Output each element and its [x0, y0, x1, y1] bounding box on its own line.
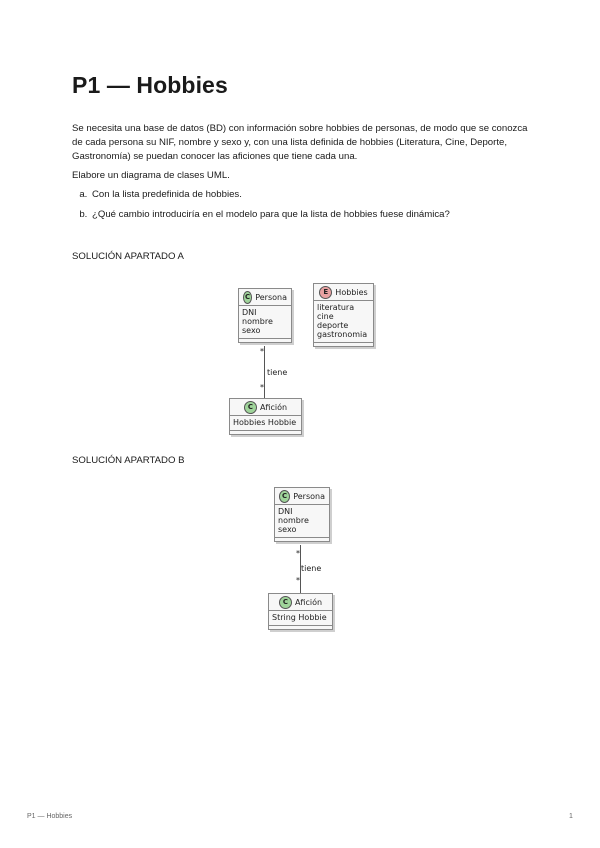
class-badge-icon: C: [279, 490, 290, 503]
enum-hobbies: [313, 283, 374, 347]
class-attribute: Hobbies Hobbie: [233, 418, 297, 427]
enum-value: gastronomia: [317, 330, 368, 339]
enum-name: Hobbies: [335, 287, 368, 297]
task-paragraph: Elabore un diagrama de clases UML.: [72, 170, 230, 181]
class-attribute: DNI: [242, 308, 257, 317]
class-persona: [274, 487, 330, 542]
intro-paragraph: Se necesita una base de datos (BD) con información sobre hobbies de personas, de modo que se conozca de cada persona su NIF, nombre y sexo y, con una lista definida de hobbies (Literatura, Cine, Deporte, Gastronomía) se puedan conocer las aficiones que tiene cada una.: [72, 123, 528, 162]
class-badge-icon: C: [244, 401, 257, 414]
class-attribute: String Hobbie: [272, 613, 327, 622]
multiplicity-top: *: [260, 347, 264, 356]
class-attribute: nombre: [242, 317, 273, 326]
relation-label: tiene: [301, 564, 322, 573]
enum-value: deporte: [317, 321, 349, 330]
class-attribute: sexo: [242, 326, 261, 335]
enum-badge-icon: E: [319, 286, 332, 299]
footer-title: P1 — Hobbies: [27, 813, 73, 820]
class-name: Persona: [255, 292, 287, 302]
solution-a-heading: SOLUCIÓN APARTADO A: [72, 251, 184, 262]
class-aficion: [268, 593, 333, 630]
relation-label: tiene: [267, 368, 288, 377]
task-list: [72, 188, 450, 228]
class-persona: [238, 288, 292, 343]
solution-b-heading: SOLUCIÓN APARTADO B: [72, 455, 185, 466]
class-aficion: [229, 398, 302, 435]
enum-value: cine: [317, 312, 334, 321]
class-name: Persona: [293, 491, 325, 501]
multiplicity-bottom: *: [260, 383, 264, 392]
relation-line: [264, 346, 265, 398]
class-badge-icon: C: [279, 596, 292, 609]
class-attribute: sexo: [278, 525, 297, 534]
multiplicity-bottom: *: [296, 576, 300, 585]
class-name: Afición: [259, 402, 288, 412]
list-item: b. ¿Qué cambio introduciría en el modelo para que la lista de hobbies fuese dinámica?: [90, 208, 450, 222]
class-name: Afición: [294, 597, 323, 607]
list-item: a. Con la lista predefinida de hobbies.: [90, 188, 450, 202]
class-attribute: nombre: [278, 516, 309, 525]
enum-value: literatura: [317, 303, 355, 312]
multiplicity-top: *: [296, 549, 300, 558]
class-attribute: DNI: [278, 507, 293, 516]
class-badge-icon: C: [243, 291, 252, 304]
page-number: 1: [569, 813, 573, 820]
page-title: P1 — Hobbies: [72, 72, 228, 98]
